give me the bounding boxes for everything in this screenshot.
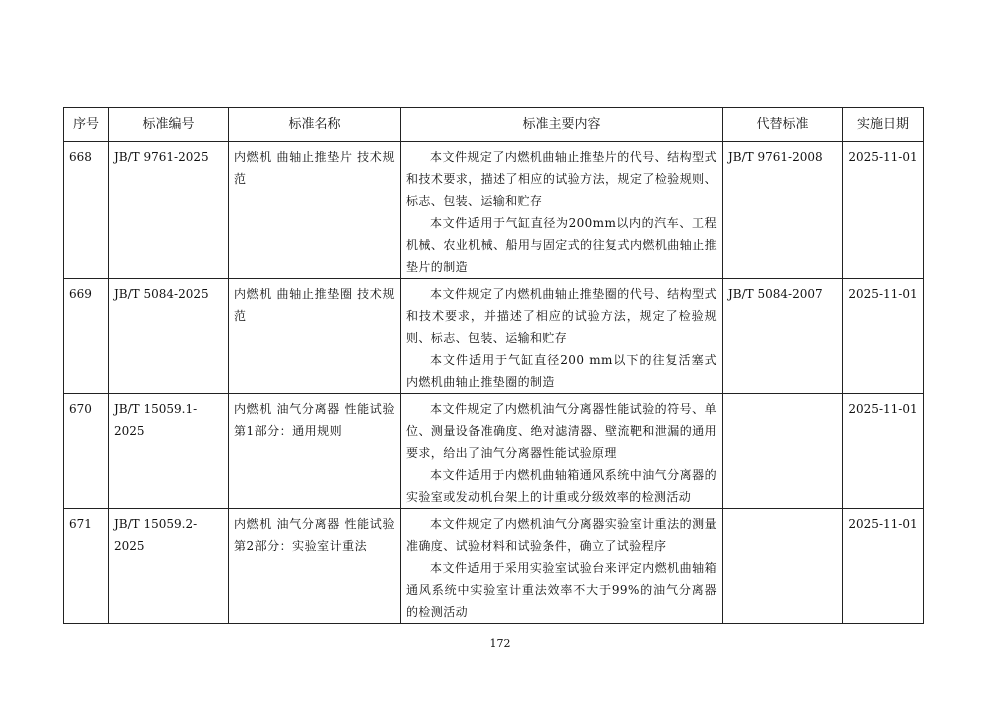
content-paragraph: 本文件适用于采用实验室试验台来评定内燃机曲轴箱通风系统中实验室计重法效率不大于99%的油气分离器的检测活动 [406,561,717,619]
header-date: 实施日期 [843,108,924,142]
cell-num: 670 [64,394,109,509]
header-content: 标准主要内容 [401,108,723,142]
cell-name: 内燃机 油气分离器 性能试验 第1部分：通用规则 [229,394,401,509]
content-paragraph: 本文件规定了内燃机油气分离器实验室计重法的测量准确度、试验材料和试验条件，确立了试验程序 [406,517,717,553]
cell-date: 2025-11-01 [843,509,924,624]
cell-content [401,394,723,509]
content-paragraph: 本文件适用于气缸直径200 mm以下的往复活塞式内燃机曲轴止推垫圈的制造 [406,353,717,389]
cell-num: 668 [64,142,109,279]
table-row [64,394,924,509]
content-paragraph: 本文件规定了内燃机油气分离器性能试验的符号、单位、测量设备准确度、绝对滤清器、壁流靶和泄漏的通用要求，给出了油气分离器性能试验原理 [406,402,717,460]
cell-code: JB/T 15059.2-2025 [109,509,229,624]
cell-content [401,509,723,624]
cell-code: JB/T 5084-2025 [109,279,229,394]
page-number: 172 [489,637,511,650]
cell-code: JB/T 15059.1-2025 [109,394,229,509]
table-header-row [64,108,924,142]
header-replaces: 代替标准 [723,108,843,142]
content-paragraph: 本文件规定了内燃机曲轴止推垫片的代号、结构型式和技术要求，描述了相应的试验方法，规定了检验规则、标志、包装、运输和贮存 [406,150,717,208]
cell-date: 2025-11-01 [843,279,924,394]
cell-content [401,279,723,394]
header-num: 序号 [64,108,109,142]
header-code: 标准编号 [109,108,229,142]
cell-replaces [723,394,843,509]
cell-replaces: JB/T 9761-2008 [723,142,843,279]
cell-content [401,142,723,279]
content-paragraph: 本文件规定了内燃机曲轴止推垫圈的代号、结构型式和技术要求，并描述了相应的试验方法，规定了检验规则、标志、包装、运输和贮存 [406,287,717,345]
cell-name: 内燃机 曲轴止推垫圈 技术规范 [229,279,401,394]
table-row [64,509,924,624]
cell-date: 2025-11-01 [843,394,924,509]
cell-num: 671 [64,509,109,624]
cell-replaces: JB/T 5084-2007 [723,279,843,394]
content-paragraph: 本文件适用于内燃机曲轴箱通风系统中油气分离器的实验室或发动机台架上的计重或分级效率的检测活动 [406,468,717,504]
cell-replaces [723,509,843,624]
cell-code: JB/T 9761-2025 [109,142,229,279]
table-row [64,279,924,394]
header-name: 标准名称 [229,108,401,142]
table-row [64,142,924,279]
cell-name: 内燃机 曲轴止推垫片 技术规范 [229,142,401,279]
content-paragraph: 本文件适用于气缸直径为200mm以内的汽车、工程机械、农业机械、船用与固定式的往复式内燃机曲轴止推垫片的制造 [406,216,717,274]
cell-name: 内燃机 油气分离器 性能试验 第2部分：实验室计重法 [229,509,401,624]
cell-num: 669 [64,279,109,394]
cell-date: 2025-11-01 [843,142,924,279]
standards-table [63,107,924,624]
